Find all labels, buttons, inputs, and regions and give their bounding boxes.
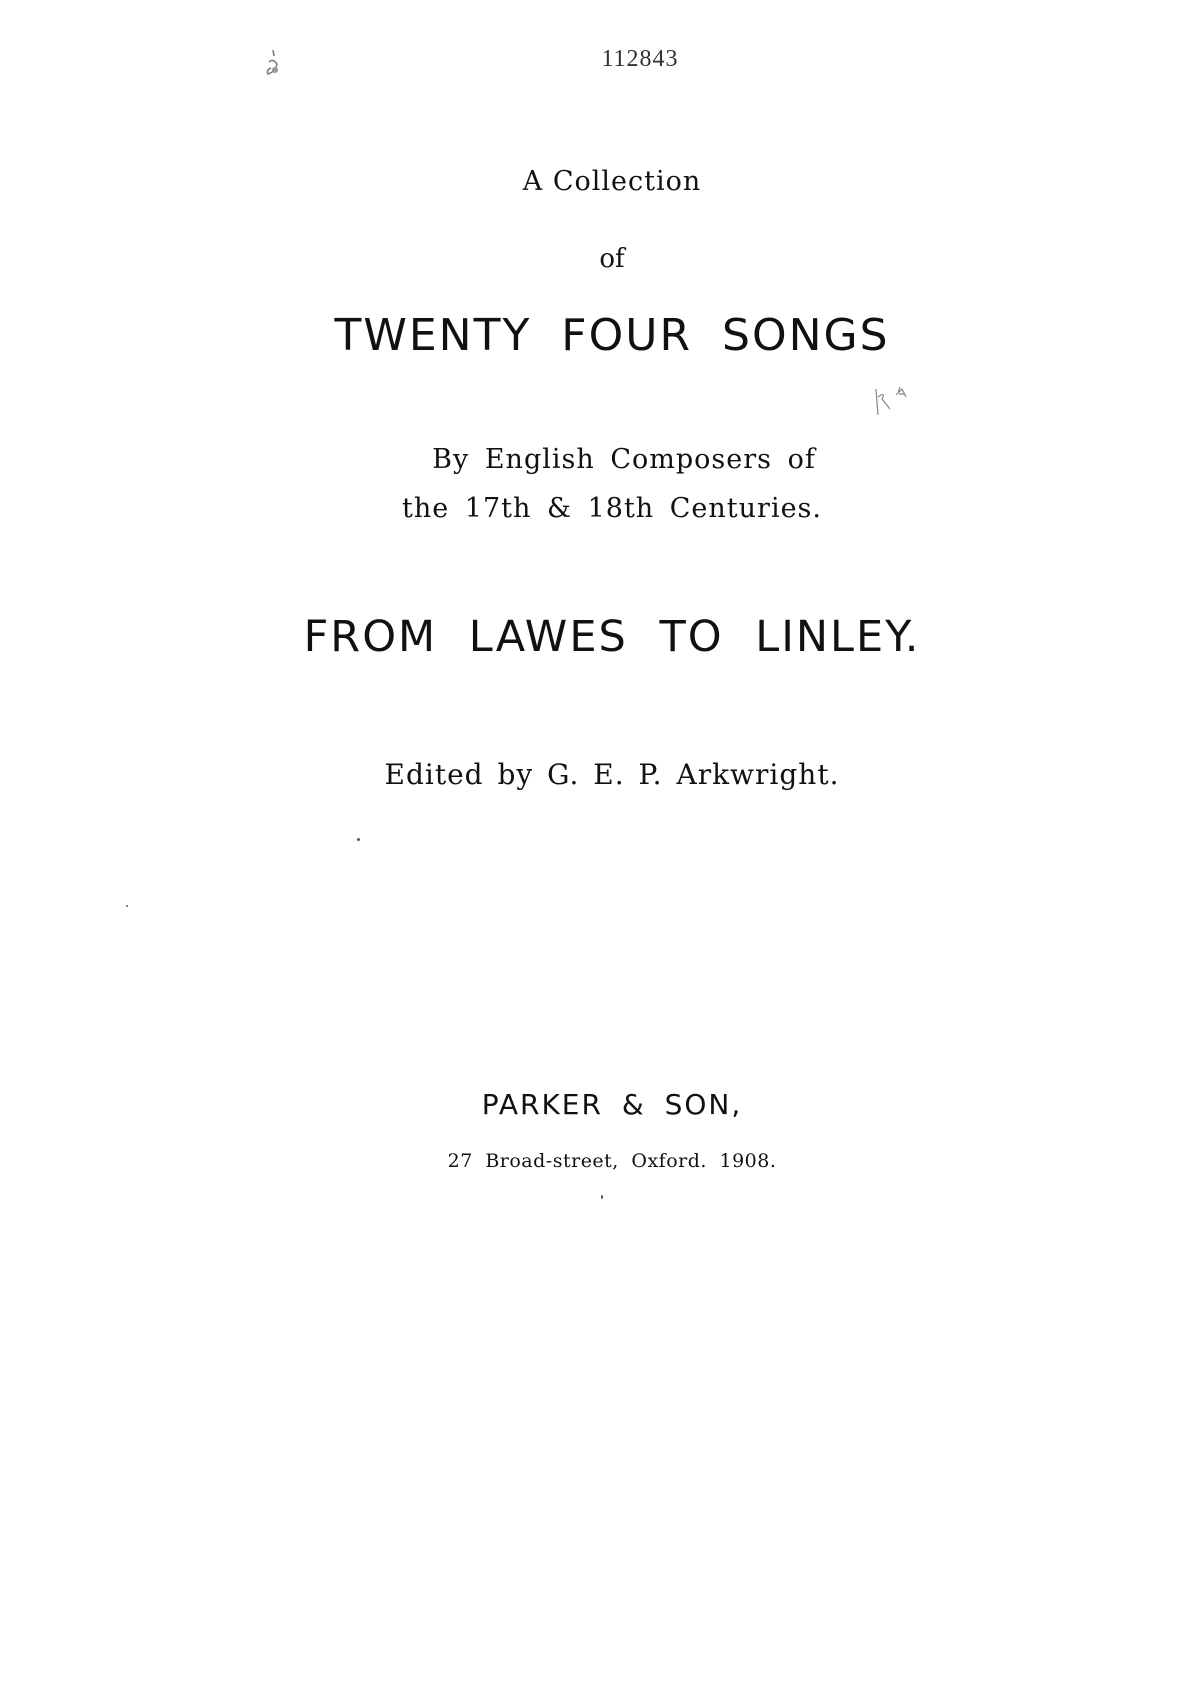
ink-speck bbox=[126, 905, 128, 907]
ink-speck bbox=[601, 1195, 603, 1199]
editor-credit: Edited by G. E. P. Arkwright. bbox=[384, 758, 840, 791]
ink-speck bbox=[357, 838, 360, 841]
of-connector: of bbox=[599, 244, 625, 274]
catalog-number: 112843 bbox=[601, 46, 679, 72]
pencil-annotation-icon bbox=[872, 385, 916, 421]
range-title: FROM LAWES TO LINLEY. bbox=[303, 612, 921, 662]
main-title: TWENTY FOUR SONGS bbox=[334, 310, 890, 361]
subtitle-line-1: By English Composers of bbox=[432, 444, 816, 475]
publisher-address: 27 Broad-street, Oxford. 1908. bbox=[447, 1150, 777, 1172]
subtitle-line-2: the 17th & 18th Centuries. bbox=[402, 493, 822, 524]
collection-heading: A Collection bbox=[522, 166, 702, 197]
publisher-name: PARKER & SON, bbox=[481, 1088, 743, 1121]
